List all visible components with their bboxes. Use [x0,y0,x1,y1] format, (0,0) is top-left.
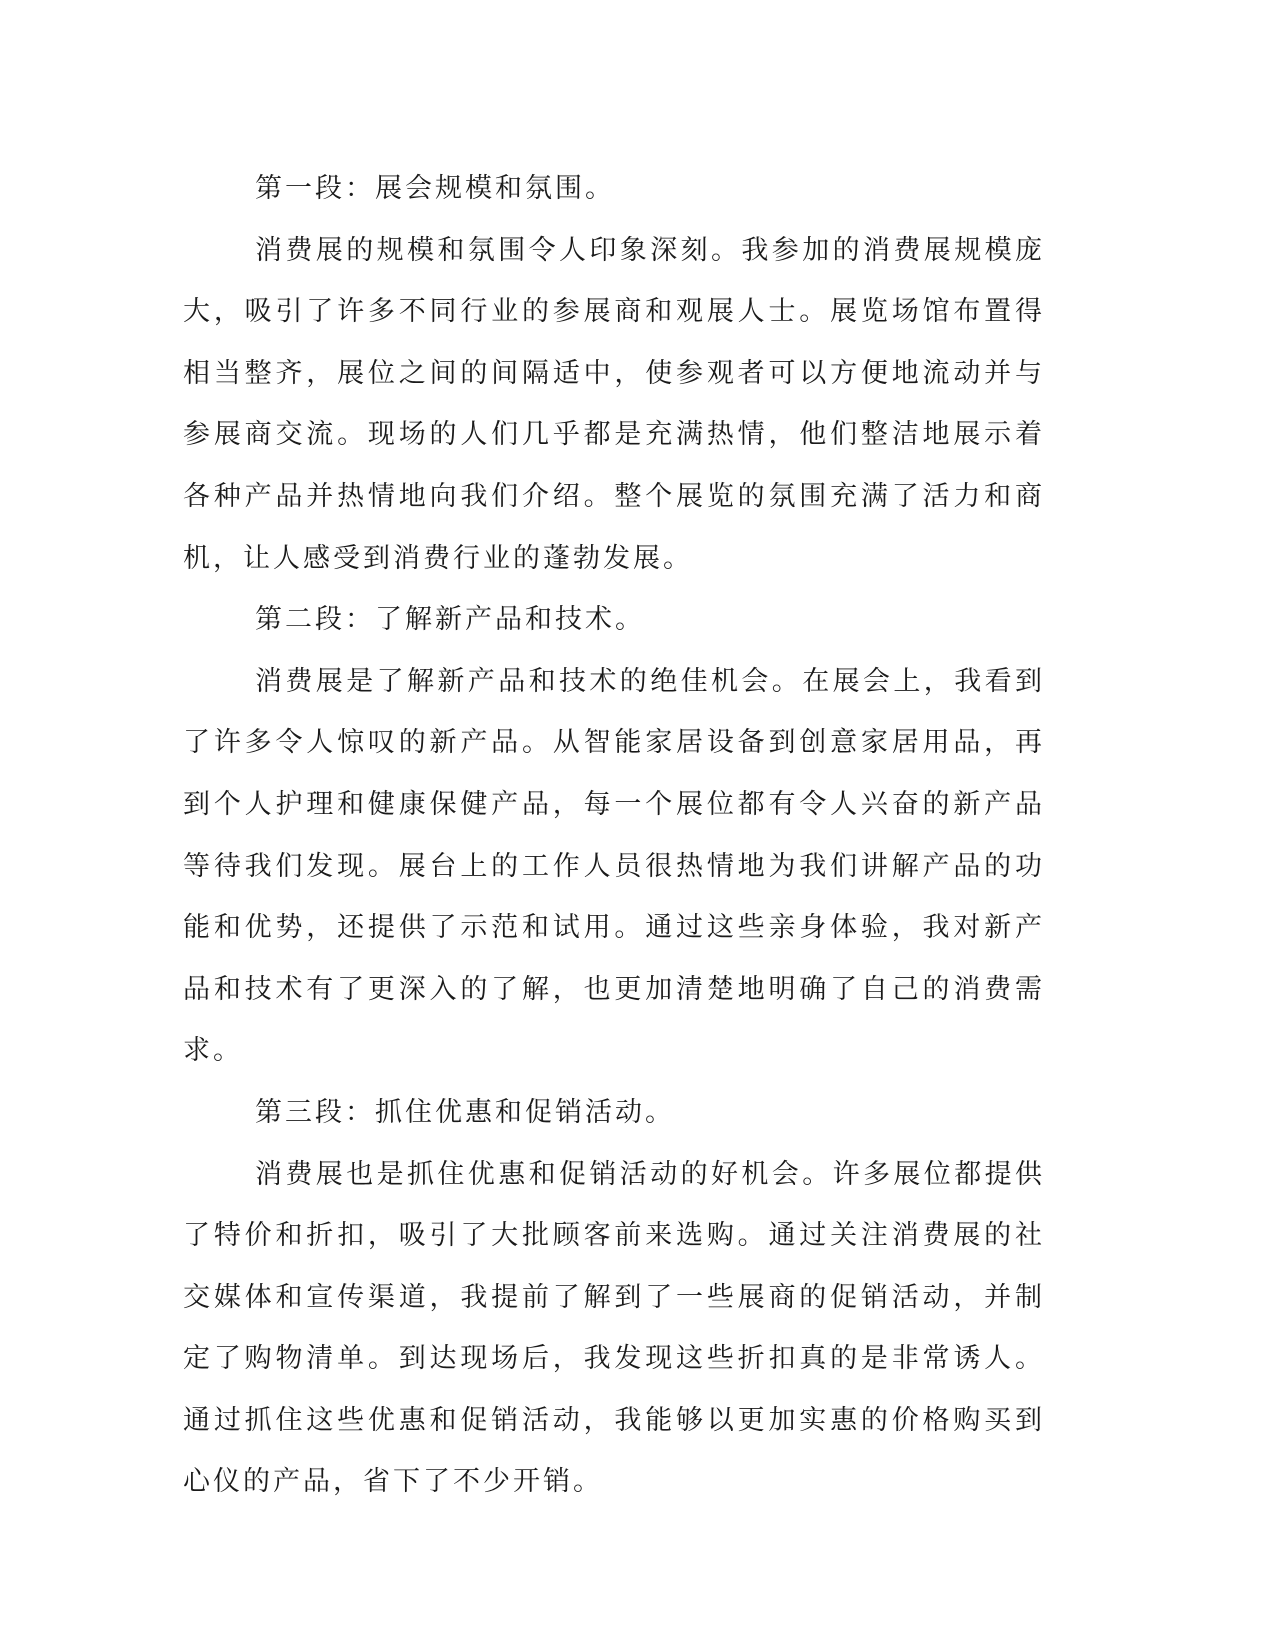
paragraph-2: 消费展是了解新产品和技术的绝佳机会。在展会上，我看到了许多令人惊叹的新产品。从智能家居设备到创意家居用品，再到个人护理和健康保健产品，每一个展位都有令人兴奋的新产品等待我们发现。展台上的工作人员很热情地为我们讲解产品的功能和优势，还提供了示范和试用。通过这些亲身体验，我对新产品和技术有了更深入的了解，也更加清楚地明确了自己的消费需求。 [183,665,1045,1067]
paragraph-1: 消费展的规模和氛围令人印象深刻。我参加的消费展规模庞大，吸引了许多不同行业的参展商和观展人士。展览场馆布置得相当整齐，展位之间的间隔适中，使参观者可以方便地流动并与参展商交流。现场的人们几乎都是充满热情，他们整洁地展示着各种产品并热情地向我们介绍。整个展览的氛围充满了活力和商机，让人感受到消费行业的蓬勃发展。 [183,234,1045,574]
section-heading-2: 第二段：了解新产品和技术。 [255,604,645,636]
paragraph-3: 消费展也是抓住优惠和促销活动的好机会。许多展位都提供了特价和折扣，吸引了大批顾客前来选购。通过关注消费展的社交媒体和宣传渠道，我提前了解到了一些展商的促销活动，并制定了购物清单。到达现场后，我发现这些折扣真的是非常诱人。通过抓住这些优惠和促销活动，我能够以更加实惠的价格购买到心仪的产品，省下了不少开销。 [183,1158,1045,1498]
section-heading-1: 第一段：展会规模和氛围。 [255,173,615,204]
document-body [183,158,1045,1513]
section-heading-3: 第三段：抓住优惠和促销活动。 [255,1096,675,1128]
